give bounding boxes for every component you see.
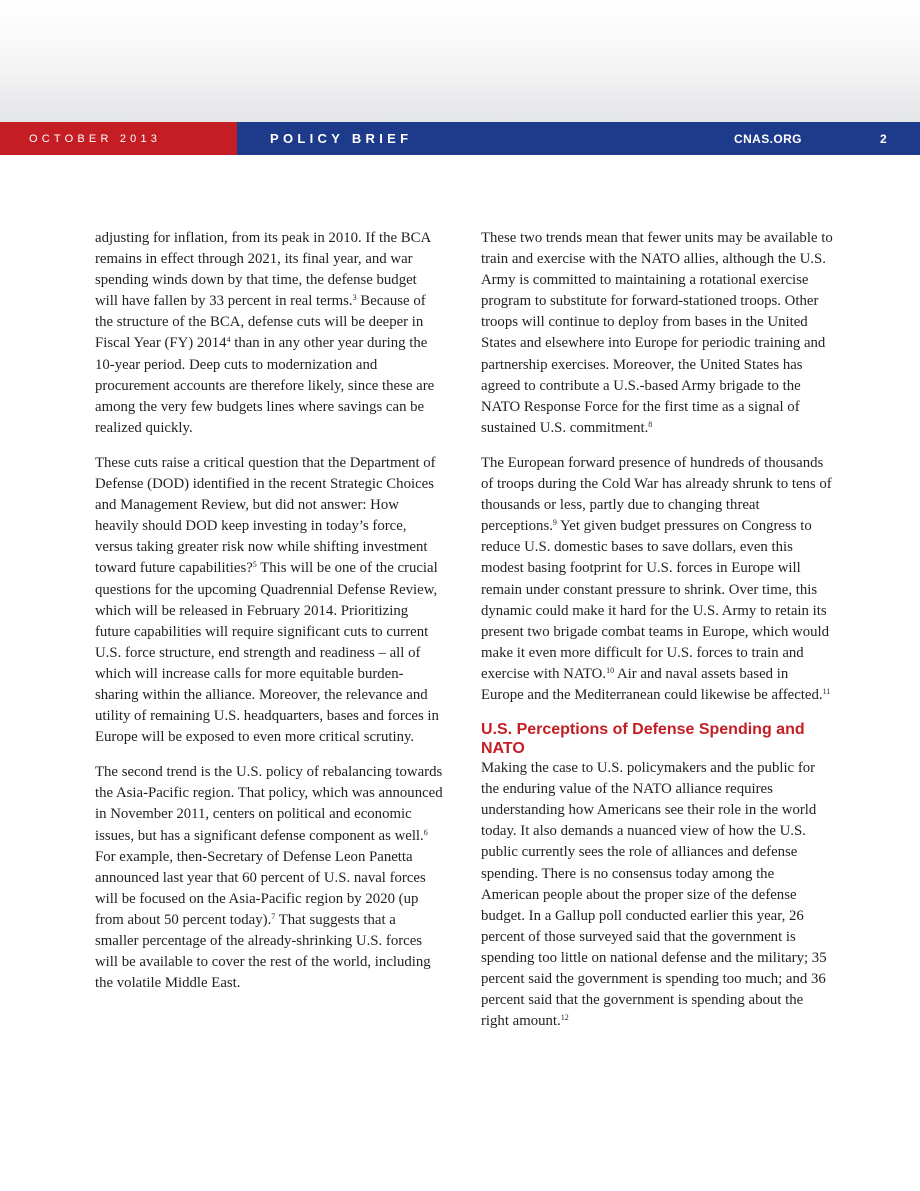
footnote-ref[interactable]: 3 [352,293,357,303]
page-top-gradient [0,0,920,122]
footnote-ref[interactable]: 8 [648,419,653,429]
footnote-ref[interactable]: 12 [560,1013,569,1023]
page-number: 2 [880,131,887,146]
paragraph: These cuts raise a critical question that the Department of Defense (DOD) identified in the recent Strategic Choices and Management Review, but did not answer: How heavily should DOD keep investing in today’s force, versus taking greater risk now while shifting investment toward future capabilities?$^5$ This will be one of the crucial questions for the upcoming Quadrennial Defense Review, which will be released in February 2014. Prioritizing future capabilities will require significant cuts to current U.S. force structure, end strength and readiness – all of which will increase calls for more equitable burden-sharing within the alliance. Moreover, the relevance and utility of remaining U.S. headquarters, bases and forces in Europe will be exposed to even more critical scrutiny. [95,454,439,746]
paragraph: The European forward presence of hundreds of thousands of troops during the Cold War has already shrunk to tens of thousands or less, partly due to changing threat perceptions.$^9$ Yet given budget pressures on Congress to reduce U.S. domestic bases to save dollars, even this modest basing footprint for U.S. forces in Europe will remain under constant pressure to shrink. Over time, this dynamic could make it hard for the U.S. Army to retain its present two brigade combat teams in Europe, which would make it even more difficult for U.S. forces to train and exercise with NATO.$^{10}$ Air and naval assets based in Europe and the Mediterranean could likewise be affected.$^{11}$ [481,454,832,703]
header-title: POLICY BRIEF [270,131,413,146]
right-column [481,228,833,1032]
paragraph: adjusting for inflation, from its peak in 2010. If the BCA remains in effect through 2021, its final year, and war spending winds down by that time, the defense budget will have fallen by 33 percent in real terms.$^3$ Because of the structure of the BCA, defense cuts will be deeper in Fiscal Year (FY) 2014$^4$ than in any other year during the 10-year period. Deep cuts to modernization and procurement accounts are therefore likely, since these are among the very few budgets lines where savings can be realized quickly. [95,230,435,436]
section-heading: U.S. Perceptions of Defense Spending and NATO [481,721,805,758]
header-date: OCTOBER 2013 [0,122,237,155]
footnote-ref[interactable]: 6 [423,827,428,837]
footnote-ref[interactable]: 9 [552,518,557,528]
footnote-ref[interactable]: 7 [271,911,276,921]
footnote-ref[interactable]: 11 [822,686,831,696]
footnote-ref[interactable]: 4 [226,335,231,345]
footnote-ref[interactable]: 10 [606,665,615,675]
paragraph: These two trends mean that fewer units may be available to train and exercise with the NATO allies, although the U.S. Army is committed to maintaining a rotational exercise program to substitute for forward-stationed troops. Other troops will continue to deploy from bases in the United States and elsewhere into Europe for periodic training and partnership exercises. Moreover, the United States has agreed to contribute a U.S.-based Army brigade to the NATO Response Force for the first time as a signal of sustained U.S. commitment.$^8$ [481,230,833,436]
left-column [95,228,443,1008]
paragraph: Making the case to U.S. policymakers and the public for the enduring value of the NATO alliance requires understanding how Americans see their role in the world today. It also demands a nuanced view of how the U.S. public currently sees the role of alliances and defense spending. There is no consensus today among the American people about the proper size of the defense budget. In a Gallup poll conducted earlier this year, 26 percent of those surveyed said that the government is spending too little on national defense and the military; 35 percent said the government is spending too much; and 36 percent said that the government is spending about the right amount.$^{12}$ [481,760,827,1030]
header-site-link[interactable]: CNAS.ORG [734,131,802,146]
header-main-band [237,122,920,155]
paragraph: The second trend is the U.S. policy of rebalancing towards the Asia-Pacific region. That policy, which was announced in November 2011, centers on political and economic issues, but has a significant defense component as well.$^6$ For example, then-Secretary of Defense Leon Panetta announced last year that 60 percent of U.S. naval forces will be focused on the Asia-Pacific region by 2020 (up from about 50 percent today).$^7$ That suggests that a smaller percentage of the already-shrinking U.S. forces will be available to cover the rest of the world, including the volatile Middle East. [95,764,443,992]
footnote-ref[interactable]: 5 [252,560,257,570]
running-header [0,122,920,155]
